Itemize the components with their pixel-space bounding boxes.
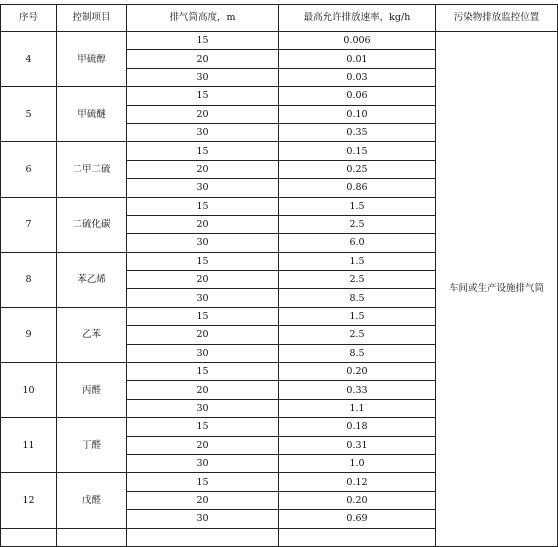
serial-no-cell: 12 — [1, 473, 57, 528]
emission-limits-table — [0, 4, 558, 547]
control-item-cell: 丙醛 — [57, 363, 127, 418]
emission-rate-cell: 0.18 — [279, 418, 436, 436]
serial-no-cell: 6 — [1, 142, 57, 197]
control-item-cell: 甲硫醇 — [57, 32, 127, 87]
serial-no-cell: 8 — [1, 252, 57, 307]
empty-cell — [1, 528, 57, 546]
stack-height-cell: 20 — [127, 436, 279, 454]
table-body — [1, 32, 558, 547]
stack-height-cell: 20 — [127, 381, 279, 399]
stack-height-cell: 20 — [127, 215, 279, 233]
emission-rate-cell: 1.5 — [279, 252, 436, 270]
emission-rate-cell: 0.15 — [279, 142, 436, 160]
stack-height-cell: 15 — [127, 363, 279, 381]
stack-height-cell: 20 — [127, 491, 279, 509]
table-row — [1, 32, 558, 50]
stack-height-cell: 20 — [127, 271, 279, 289]
control-item-cell: 苯乙烯 — [57, 252, 127, 307]
stack-height-cell: 15 — [127, 197, 279, 215]
emission-rate-cell: 1.1 — [279, 399, 436, 417]
stack-height-cell: 30 — [127, 123, 279, 141]
emission-rate-cell: 0.20 — [279, 363, 436, 381]
stack-height-cell: 30 — [127, 234, 279, 252]
emission-rate-cell: 0.10 — [279, 105, 436, 123]
stack-height-cell: 30 — [127, 344, 279, 362]
emission-rate-cell: 0.20 — [279, 491, 436, 509]
empty-cell — [279, 528, 436, 546]
emission-rate-cell: 8.5 — [279, 289, 436, 307]
header-stack-height: 排气筒高度，m — [127, 5, 279, 32]
stack-height-cell: 15 — [127, 307, 279, 325]
emission-rate-cell: 6.0 — [279, 234, 436, 252]
control-item-cell: 丁醛 — [57, 418, 127, 473]
serial-no-cell: 11 — [1, 418, 57, 473]
emission-rate-cell: 8.5 — [279, 344, 436, 362]
emission-rate-cell: 2.5 — [279, 271, 436, 289]
serial-no-cell: 7 — [1, 197, 57, 252]
emission-rate-cell: 0.86 — [279, 179, 436, 197]
emission-rate-cell: 0.31 — [279, 436, 436, 454]
stack-height-cell: 15 — [127, 252, 279, 270]
control-item-cell: 甲硫醚 — [57, 87, 127, 142]
emission-rate-cell: 2.5 — [279, 326, 436, 344]
stack-height-cell: 20 — [127, 50, 279, 68]
stack-height-cell: 30 — [127, 454, 279, 472]
stack-height-cell: 30 — [127, 68, 279, 86]
monitoring-location-cell: 车间或生产设施排气筒 — [436, 32, 558, 547]
stack-height-cell: 15 — [127, 418, 279, 436]
stack-height-cell: 30 — [127, 510, 279, 528]
header-serial-no: 序号 — [1, 5, 57, 32]
emission-rate-cell: 0.33 — [279, 381, 436, 399]
emission-rate-cell: 1.0 — [279, 454, 436, 472]
emission-rate-cell: 0.25 — [279, 160, 436, 178]
emission-rate-cell: 0.35 — [279, 123, 436, 141]
emission-rate-cell: 2.5 — [279, 215, 436, 233]
emission-rate-cell: 0.12 — [279, 473, 436, 491]
header-monitoring-location: 污染物排放监控位置 — [436, 5, 558, 32]
stack-height-cell: 15 — [127, 142, 279, 160]
stack-height-cell: 30 — [127, 399, 279, 417]
serial-no-cell: 10 — [1, 363, 57, 418]
stack-height-cell: 15 — [127, 473, 279, 491]
control-item-cell: 二硫化碳 — [57, 197, 127, 252]
emission-rate-cell: 1.5 — [279, 307, 436, 325]
table-header-row — [1, 5, 558, 32]
stack-height-cell: 20 — [127, 326, 279, 344]
stack-height-cell: 20 — [127, 160, 279, 178]
serial-no-cell: 4 — [1, 32, 57, 87]
stack-height-cell: 15 — [127, 87, 279, 105]
emission-rate-cell: 0.01 — [279, 50, 436, 68]
emission-rate-cell: 0.06 — [279, 87, 436, 105]
emission-rate-cell: 0.69 — [279, 510, 436, 528]
serial-no-cell: 9 — [1, 307, 57, 362]
control-item-cell: 戊醛 — [57, 473, 127, 528]
control-item-cell: 乙苯 — [57, 307, 127, 362]
header-control-item: 控制项目 — [57, 5, 127, 32]
control-item-cell: 二甲二硫 — [57, 142, 127, 197]
stack-height-cell: 15 — [127, 32, 279, 50]
serial-no-cell: 5 — [1, 87, 57, 142]
stack-height-cell: 20 — [127, 105, 279, 123]
stack-height-cell: 30 — [127, 289, 279, 307]
emission-rate-cell: 1.5 — [279, 197, 436, 215]
stack-height-cell: 30 — [127, 179, 279, 197]
emission-rate-cell: 0.006 — [279, 32, 436, 50]
empty-cell — [127, 528, 279, 546]
header-max-emission-rate: 最高允许排放速率，kg/h — [279, 5, 436, 32]
emission-rate-cell: 0.03 — [279, 68, 436, 86]
empty-cell — [57, 528, 127, 546]
